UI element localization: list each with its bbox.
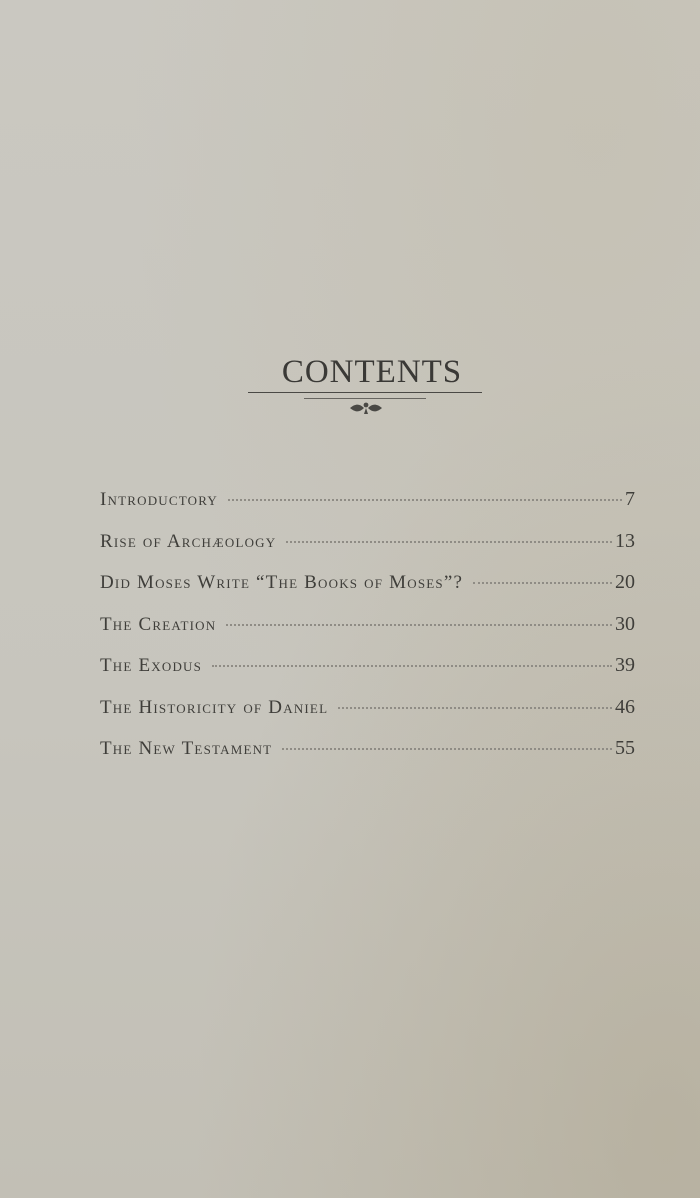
toc-entry-rise-of-archaeology[interactable] [100, 530, 635, 572]
heading-underline [248, 392, 482, 393]
toc-entry-title: The Historicity of Daniel [100, 696, 329, 718]
toc-page-number: 7 [625, 488, 635, 510]
toc-entry-title: Did Moses Write “The Books of Moses”? [100, 572, 464, 593]
toc-page-number: 46 [615, 695, 635, 718]
toc-entry-introductory[interactable] [100, 488, 635, 530]
toc-entry-the-exodus[interactable] [100, 654, 635, 696]
dot-leader [286, 540, 612, 543]
toc-entry-title: The Exodus [100, 655, 203, 676]
toc-entry-title: Introductory [100, 489, 218, 510]
toc-page-number: 20 [615, 571, 635, 593]
dot-leader [282, 747, 612, 750]
dot-leader [226, 623, 612, 626]
dot-leader [212, 664, 612, 667]
fleuron-ornament-icon [346, 400, 386, 416]
toc-entry-title: The New Testament [100, 738, 273, 759]
heading-thin-rule [304, 398, 426, 399]
dot-leader [338, 706, 612, 709]
toc-entry-historicity-of-daniel[interactable] [100, 696, 635, 738]
toc-entry-did-moses-write[interactable] [100, 571, 635, 613]
toc-entry-the-creation[interactable] [100, 613, 635, 655]
dot-leader [473, 581, 612, 584]
toc-page-number: 55 [615, 737, 635, 759]
toc-entry-new-testament[interactable] [100, 737, 635, 779]
page-title: CONTENTS [281, 354, 463, 390]
contents-heading [248, 352, 482, 392]
dot-leader [228, 498, 622, 501]
table-of-contents [100, 488, 635, 779]
toc-entry-title: Rise of Archæology [100, 530, 277, 552]
toc-entry-title: The Creation [100, 613, 217, 635]
toc-page-number: 30 [615, 612, 635, 635]
toc-page-number: 39 [615, 654, 635, 676]
toc-page-number: 13 [615, 529, 635, 552]
